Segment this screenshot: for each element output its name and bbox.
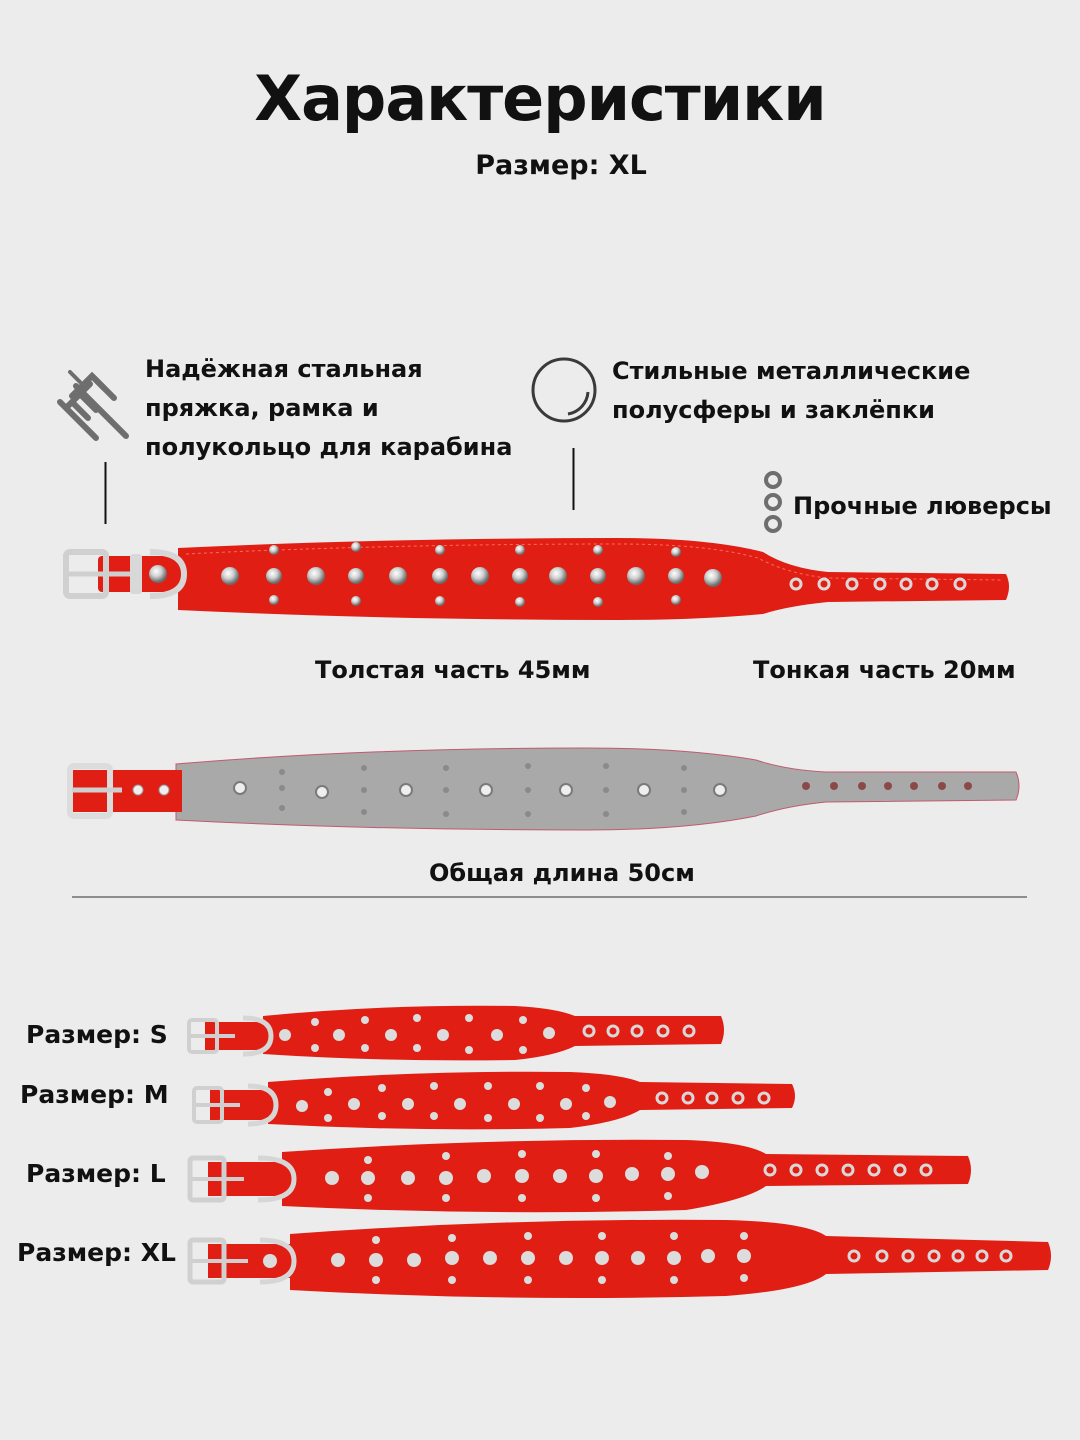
feature-grommets-text: Прочные люверсы [793,492,1052,520]
feature-studs-line-2: полусферы и заклёпки [612,396,935,424]
feature-buckle-text [145,350,512,467]
collar-size-xl [186,1214,1056,1306]
size-label-xl: Размер: XL [17,1238,176,1267]
caption-total-length: Общая длина 50см [429,859,695,887]
buckle-hardware-icon [52,362,134,444]
page-title: Характеристики [254,62,826,135]
grommets-icon [762,470,784,536]
feature-buckle-line-1: Надёжная стальная [145,355,423,383]
hemisphere-icon [530,356,600,426]
collar-size-s [185,1000,730,1070]
feature-studs-line-1: Стильные металлические [612,357,971,385]
caption-thin-part: Тонкая часть 20мм [753,656,1016,684]
collar-size-l [186,1134,976,1224]
studs-pointer-line [572,448,575,510]
size-label-l: Размер: L [26,1159,166,1188]
collar-back-felt [66,742,1026,842]
caption-thick-part: Толстая часть 45мм [315,656,591,684]
size-label-s: Размер: S [26,1020,168,1049]
feature-buckle-line-3: полукольцо для карабина [145,433,513,461]
size-label-m: Размер: M [20,1080,169,1109]
collar-main-red [58,530,1018,630]
feature-studs-text [612,352,970,430]
collar-size-m [190,1068,800,1140]
feature-buckle-line-2: пряжка, рамка и [145,394,379,422]
page-subtitle: Размер: XL [475,150,647,181]
buckle-pointer-line [104,462,107,524]
section-divider [72,896,1027,898]
